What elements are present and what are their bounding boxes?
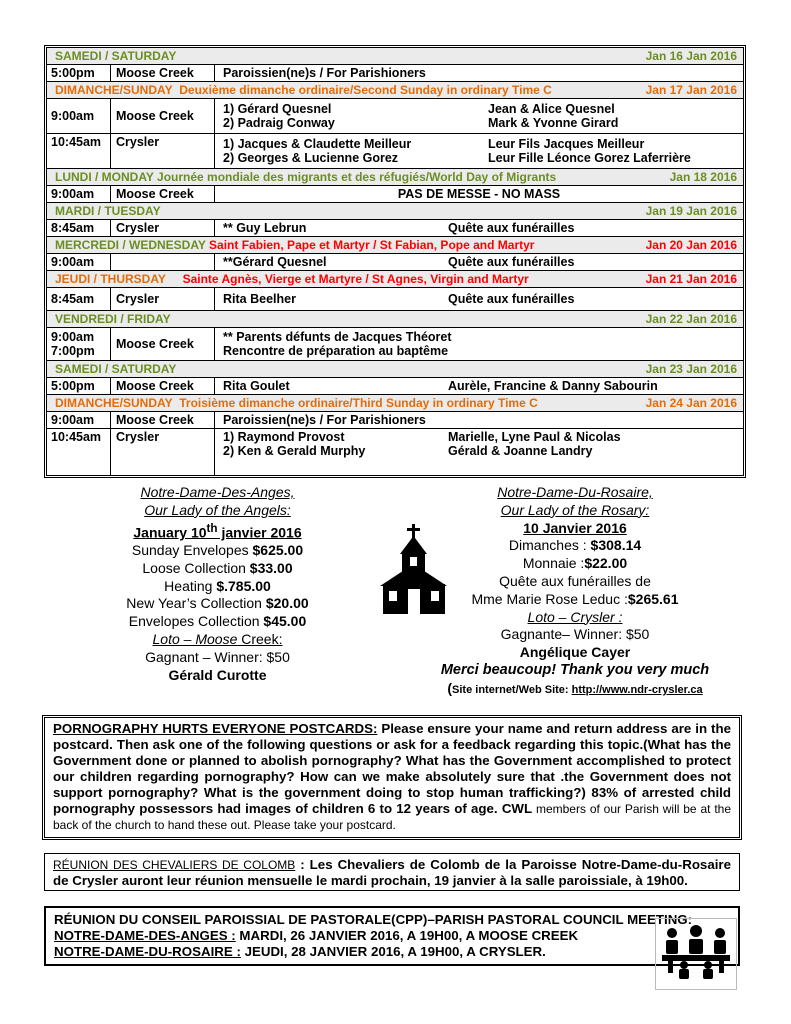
label: New Year’s Collection [126,595,266,612]
mass-intentions [215,254,743,270]
day-date: Jan 23 Jan 2016 [645,362,737,376]
amount: $625.00 [252,542,304,559]
collection-line [415,537,735,555]
collection-line [105,613,330,631]
intention: 2) Ken & Gerald Murphy [223,444,366,458]
day-header-saturday-1 [47,48,743,65]
date-part: January 10 [133,524,207,541]
mass-intentions [215,429,743,475]
meeting-detail: MARDI, 26 JANVIER 2016, A 19H00, A MOOSE CREEK [235,928,579,943]
requester: Quête aux funérailles [448,255,575,269]
requester: Mark & Yvonne Girard [488,116,619,130]
mass-intentions [215,288,743,310]
mass-place: Crysler [111,220,215,236]
mass-row [47,288,743,311]
winner-label: Gagnant – Winner: $50 [145,648,290,665]
intention-line [223,444,735,458]
mass-row [47,328,743,361]
mass-time: 10:45am [47,429,111,475]
day-title: Troisième dimanche ordinaire/Third Sunday in ordinary Time C [179,396,538,410]
amount: $45.00 [263,613,307,630]
notice-title: RÉUNION DU CONSEIL PAROISSIAL DE PASTORALE(CPP)–PARISH PASTORAL COUNCIL MEETING: [54,912,693,927]
day-name: JEUDI / THURSDAY [55,272,166,286]
intention-line [223,430,735,444]
day-title: Deuxième dimanche ordinaire/Second Sunday in ordinary Time C [179,83,552,97]
mass-time: 10:45am [47,134,111,168]
event: Rencontre de préparation au baptême [223,344,449,358]
intention-line [223,137,735,151]
parish-name-fr: Notre-Dame-Des-Anges, [140,484,295,500]
day-label [55,396,538,410]
intention-line [223,292,735,306]
mass-time: 9:00am [47,412,111,428]
label: Mme Marie Rose Leduc : [471,590,628,607]
intention: 1) Raymond Provost [223,430,345,444]
day-header-saturday-2 [47,361,743,378]
loto-place: Creek: [237,631,283,648]
day-name: MERCREDI / WEDNESDAY [55,238,206,252]
mass-place: Moose Creek [111,328,215,360]
mass-intention: PAS DE MESSE - NO MASS [397,187,561,201]
parish-name-fr: Notre-Dame-Du-Rosaire, [497,484,653,500]
day-date: Jan 16 Jan 2016 [645,49,737,63]
day-label: MARDI / TUESDAY [55,204,161,218]
mass-place: Crysler [111,429,215,475]
requester: Jean & Alice Quesnel [488,102,615,116]
mass-place: Crysler [111,134,215,168]
notice-lead: RÉUNION DES CHEVALIERS DE COLOMB [53,858,296,872]
label: Loose Collection [142,559,250,576]
mass-place: Moose Creek [111,378,215,394]
mass-place: Moose Creek [111,412,215,428]
day-header-sunday-2 [47,395,743,412]
label: Sunday Envelopes [131,542,253,559]
mass-row [47,429,743,475]
mass-row [47,220,743,237]
day-label [55,272,529,286]
mass-time: 9:00am [47,99,111,133]
day-header-friday [47,311,743,328]
collection-date: 10 Janvier 2016 [523,519,627,536]
meeting-detail: JEUDI, 28 JANVIER 2016, A 19H00, A CRYSLER. [240,944,546,959]
knights-of-columbus-notice [44,853,740,891]
requester: Quête aux funérailles [448,292,575,306]
day-name: DIMANCHE/SUNDAY [55,396,173,410]
intention-line [223,116,735,130]
day-label [55,170,556,184]
collection-line [105,560,330,578]
mass-intentions [215,328,743,360]
intention: Rita Goulet [223,379,290,393]
collection-right [415,484,735,700]
mass-intentions [215,378,743,394]
notice-body: Please ensure your name and return address are in the postcard. Then ask one of the following questions or ask for a feedback regarding this topic.(What has the Government done or planned to abolish pornography? What has the Government accomplished to protect our children regarding pornography? How can we make absolutely sure that .the Government does not support pornography? What is the government doing to stop human trafficking?) 83% of arrested child pornography possessors had images of children 6 to 12 years of age. CWL [53,721,731,816]
mass-row [47,134,743,169]
church-icon [378,524,450,621]
intention-line [223,255,735,269]
requester: Quête aux funérailles [448,221,575,235]
intention-line [223,151,735,165]
website-line [415,680,735,700]
collection-date [105,520,330,542]
day-label [55,83,552,97]
label: Envelopes Collection [128,613,264,630]
mass-time: 9:00am [47,186,111,202]
day-date: Jan 20 Jan 2016 [645,238,737,252]
mass-row [47,254,743,271]
day-date: Jan 22 Jan 2016 [645,312,737,326]
label: Monnaie : [522,555,585,572]
mass-place [111,254,215,270]
intention: 2) Georges & Lucienne Gorez [223,151,399,165]
date-part: janvier 2016 [217,524,302,541]
requester: Aurèle, Francine & Danny Sabourin [448,379,658,393]
intention: **Gérard Quesnel [223,255,327,269]
day-title: Saint Fabien, Pape et Martyr / St Fabian, Pope and Martyr [209,238,535,252]
notice-title: PORNOGRAPHY HURTS EVERYONE POSTCARDS: [53,721,378,736]
intention-line [223,379,735,393]
day-date: Jan 21 Jan 2016 [645,272,737,286]
loto-label: Loto – Moose [152,631,238,648]
label: Dimanches : [508,537,591,554]
day-header-sunday-1 [47,82,743,99]
intention: ** Guy Lebrun [223,221,307,235]
mass-intentions [215,220,743,236]
label: Heating [164,577,217,594]
day-header-monday [47,169,743,186]
website-label: Site internet/Web Site: [452,683,572,696]
day-label: SAMEDI / SATURDAY [55,362,177,376]
notice-tail: members of our Parish will be at the back of the church to hand these out. Please take your postcard. [53,802,731,832]
day-title: Sainte Agnès, Vierge et Martyre / St Agnes, Virgin and Martyr [182,272,529,286]
meeting-line [54,944,730,960]
intention: 1) Gérard Quesnel [223,102,332,116]
mass-place: Moose Creek [111,99,215,133]
paren: ( [447,679,453,696]
intention-line [223,221,735,235]
day-name: DIMANCHE/SUNDAY [55,83,173,97]
mass-row [47,99,743,134]
collection-line [105,542,330,560]
mass-intentions [215,99,743,133]
mass-intentions [215,134,743,168]
meeting-line [54,928,730,944]
collection-line [105,595,330,613]
day-label: VENDREDI / FRIDAY [55,312,171,326]
collection-line [105,578,330,596]
amount: $22.00 [584,555,628,572]
day-title: Journée mondiale des migrants et des réfugiés/World Day of Migrants [157,170,557,184]
day-header-tuesday [47,203,743,220]
mass-times [47,328,111,360]
day-label: SAMEDI / SATURDAY [55,49,177,63]
day-name: LUNDI / MONDAY [55,170,154,184]
amount: $308.14 [590,537,642,554]
amount: $20.00 [265,595,309,612]
intention: 2) Padraig Conway [223,116,335,130]
day-label [55,238,534,252]
mass-schedule-table [44,45,746,478]
mass-place: Crysler [111,288,215,310]
day-date: Jan 24 Jan 2016 [645,396,737,410]
day-header-wednesday [47,237,743,254]
amount: $33.00 [249,559,293,576]
notice-body: : Les Chevaliers de Colomb de la Paroisse Notre-Dame-du-Rosaire de Crysler auront leur réunion mensuelle le mardi prochain, 19 janvier à la salle paroissiale, à 19h00. [53,857,731,888]
intention: ** Parents défunts de Jacques Théoret [223,330,452,344]
mass-time: 9:00am [51,330,95,344]
winner-name: Angélique Cayer [519,644,631,661]
amount: $265.61 [627,590,679,607]
parish-name-en: Our Lady of the Angels: [144,501,291,518]
mass-place: Moose Creek [111,65,215,81]
meeting-icon [655,918,737,990]
loto-heading: Loto – Crysler : [527,608,623,625]
collection-line: Quête aux funérailles de [499,572,651,589]
mass-time: 5:00pm [47,65,111,81]
thanks-text: Merci beaucoup! Thank you very much [440,661,710,678]
collection-line [415,555,735,573]
mass-time: 7:00pm [51,344,95,358]
requester: Leur Fils Jacques Meilleur [488,137,645,151]
day-date: Jan 18 2016 [669,170,737,184]
requester: Gérald & Joanne Landry [448,444,593,458]
mass-intention: Paroissien(ne)s / For Parishioners [223,66,426,80]
loto-heading [105,631,330,649]
mass-row [47,378,743,395]
mass-place: Moose Creek [111,186,215,202]
amount: $.785.00 [216,577,271,594]
date-suffix: th [206,521,218,535]
mass-time: 5:00pm [47,378,111,394]
winner-name: Gérald Curotte [168,666,267,683]
requester: Marielle, Lyne Paul & Nicolas [448,430,621,444]
winner-label: Gagnante– Winner: $50 [500,626,650,643]
requester: Leur Fille Léonce Gorez Laferrière [488,151,691,165]
day-date: Jan 19 Jan 2016 [645,204,737,218]
parish-name-en: Our Lady of the Rosary: [500,501,650,518]
day-date: Jan 17 Jan 2016 [645,83,737,97]
collection-left [105,484,330,684]
mass-time: 8:45am [47,220,111,236]
intention-line [223,102,735,116]
day-header-thursday [47,271,743,288]
pastoral-council-notice [44,906,740,966]
intention: 1) Jacques & Claudette Meilleur [223,137,412,151]
mass-row [47,65,743,82]
mass-time: 9:00am [47,254,111,270]
mass-time: 8:45am [47,288,111,310]
pornography-postcards-notice [44,717,740,838]
mass-intention: Paroissien(ne)s / For Parishioners [223,413,426,427]
mass-row [47,186,743,203]
collection-line [415,591,735,609]
intention: Rita Beelher [223,292,296,306]
parish-label: NOTRE-DAME-DES-ANGES : [54,928,236,943]
parish-label: NOTRE-DAME-DU-ROSAIRE : [54,944,241,959]
mass-row [47,412,743,429]
website-link[interactable]: http://www.ndr-crysler.ca [571,683,703,696]
